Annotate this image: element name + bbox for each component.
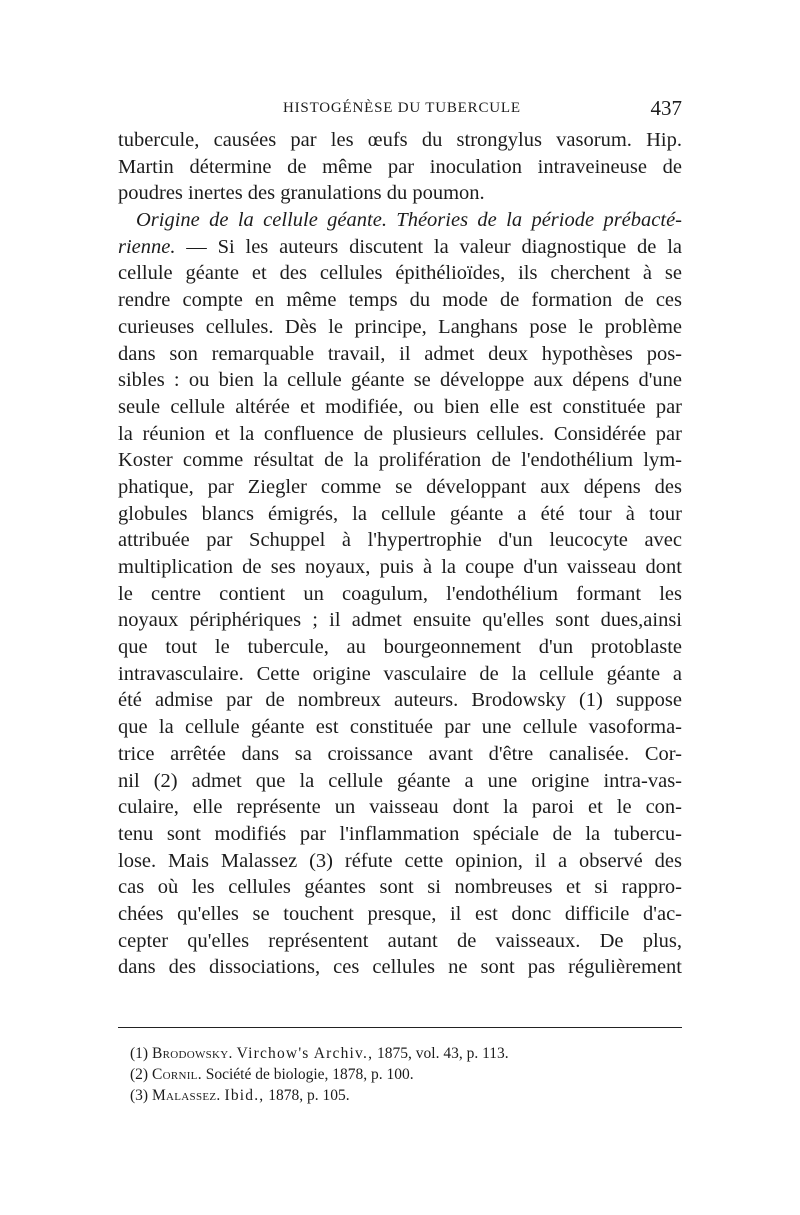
section-heading-line-2 — [118, 234, 682, 261]
text-line: que tout le tubercule, au bourgeonnement d'un protoblaste — [118, 636, 682, 659]
section-heading-rest: — Si les auteurs discutent la valeur diagnostique de la — [175, 235, 682, 258]
footnote-author: Cornil. — [151, 1066, 202, 1083]
text-line: dans des dissociations, ces cellules ne sont pas régulièrement — [118, 956, 682, 979]
section-heading-line — [118, 207, 682, 234]
text-line: curieuses cellules. Dès le principe, Langhans pose le problème — [118, 315, 682, 338]
text-line: tenu sont modifiés par l'inflammation spéciale de la tubercu- — [118, 822, 682, 845]
text-line: cellule géante et des cellules épithélioïdes, ils cherchent à se — [118, 262, 682, 285]
footnote-source: Virchow's Archiv., — [236, 1045, 374, 1062]
page-header — [118, 96, 682, 122]
text-line: noyaux périphériques ; il admet ensuite qu'elles sont dues,ainsi — [118, 609, 682, 632]
page-number: 437 — [650, 96, 682, 120]
footnote-2 — [130, 1064, 682, 1085]
footnote-details: Société de biologie, 1878, p. 100. — [201, 1066, 414, 1083]
text-line: tubercule, causées par les œufs du strongylus vasorum. Hip. — [118, 129, 682, 151]
text-line: globules blancs émigrés, la cellule géante a été tour à tour — [118, 502, 682, 525]
text-line: dans son remarquable travail, il admet deux hypothèses pos- — [118, 342, 682, 365]
text-line: seule cellule altérée et modifiée, ou bien elle est constituée par — [118, 395, 682, 418]
text-line: trice arrêtée dans sa croissance avant d'être canalisée. Cor- — [118, 742, 682, 765]
section-heading-italic-end: rienne. — [118, 235, 176, 258]
text-line: que la cellule géante est constituée par une cellule vasoforma- — [118, 716, 682, 739]
running-title: HISTOGÉNÈSE DU TUBERCULE — [283, 100, 521, 116]
footnote-details: 1875, vol. 43, p. 113. — [373, 1045, 509, 1062]
footnote-marker: (2) — [130, 1066, 149, 1083]
footnote-rule — [118, 1027, 682, 1028]
text-line: nil (2) admet que la cellule géante a une origine intra-vas- — [118, 769, 682, 792]
text-line: cas où les cellules géantes sont si nombreuses et si rappro- — [118, 876, 682, 899]
text-line: rendre compte en même temps du mode de formation de ces — [118, 289, 682, 312]
footnote-1 — [130, 1043, 682, 1064]
footnote-source: Ibid., — [224, 1087, 265, 1104]
footnote-3 — [130, 1085, 682, 1106]
text-line: multiplication de ses noyaux, puis à la coupe d'un vaisseau dont — [118, 556, 682, 578]
text-line: intravasculaire. Cette origine vasculaire de la cellule géante a — [118, 662, 682, 685]
text-line: chées qu'elles se touchent presque, il est donc difficile d'ac- — [118, 902, 682, 925]
text-line: lose. Mais Malassez (3) réfute cette opinion, il a observé des — [118, 849, 682, 872]
text-line: été admise par de nombreux auteurs. Brodowsky (1) suppose — [118, 689, 682, 712]
footnote-marker: (1) — [130, 1045, 149, 1062]
body-text — [118, 127, 682, 981]
footnote-marker: (3) — [130, 1087, 149, 1104]
text-line: poudres inertes des granulations du poumon. — [118, 182, 485, 205]
text-line: cepter qu'elles représentent autant de vaisseaux. De plus, — [118, 929, 682, 952]
footnotes — [130, 1043, 682, 1106]
footnote-author: Brodowsky. — [151, 1045, 233, 1062]
footnote-details: 1878, p. 105. — [264, 1087, 350, 1104]
text-line: Martin détermine de même par inoculation intraveineuse de — [118, 155, 682, 178]
text-line: le centre contient un coagulum, l'endothélium formant les — [118, 582, 682, 605]
text-line: culaire, elle représente un vaisseau dont la paroi et le con- — [118, 796, 682, 819]
text-line: la réunion et la confluence de plusieurs cellules. Considérée par — [118, 422, 682, 445]
text-line: sibles : ou bien la cellule géante se développe aux dépens d'une — [118, 369, 682, 392]
text-line: phatique, par Ziegler comme se développant aux dépens des — [118, 475, 682, 498]
text-line: attribuée par Schuppel à l'hypertrophie d'un leucocyte avec — [118, 529, 682, 552]
footnote-author: Malassez. — [151, 1087, 221, 1104]
text-line: Koster comme résultat de la prolifération de l'endothélium lym- — [118, 449, 682, 472]
section-heading-italic: Origine de la cellule géante. Théories de la période prébacté- — [136, 209, 682, 232]
